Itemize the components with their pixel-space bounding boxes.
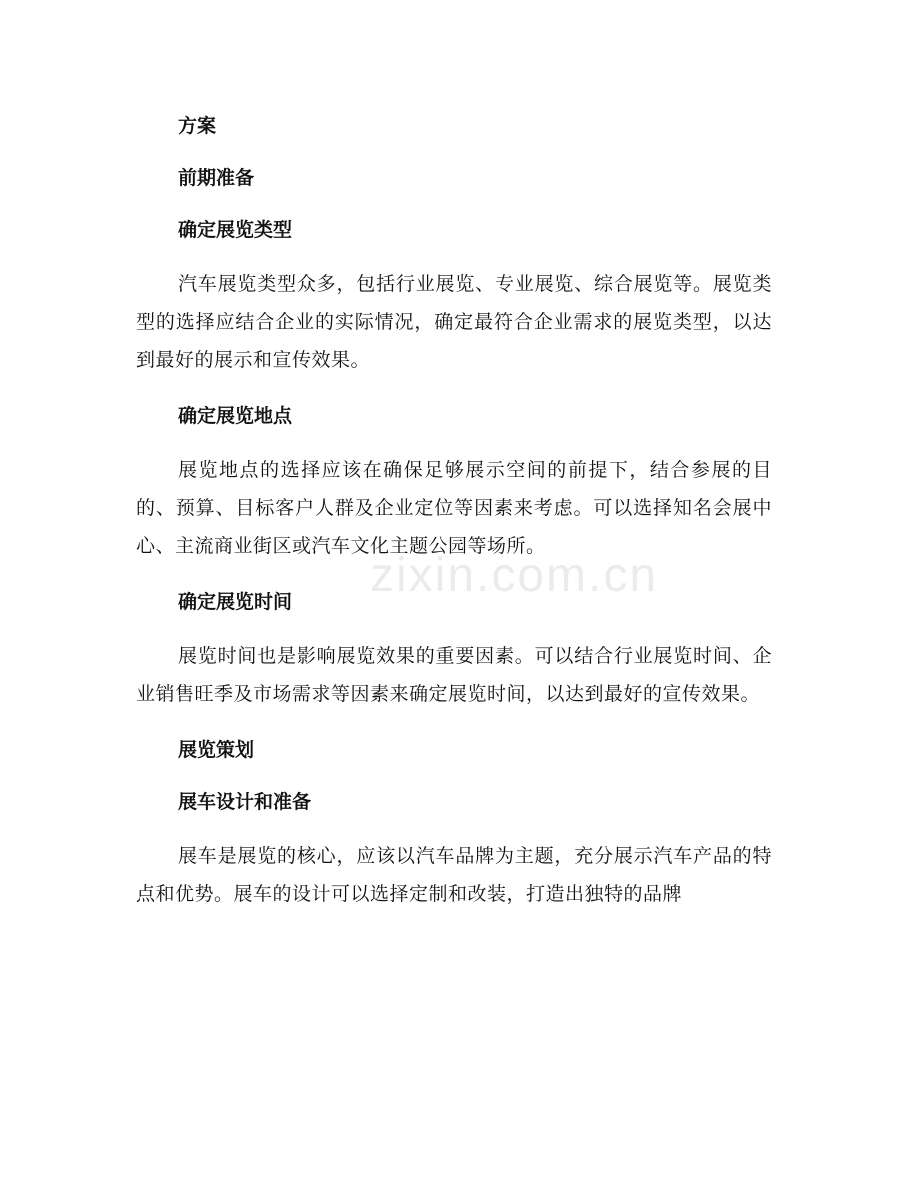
heading-plan: 方案 [178,115,217,137]
heading-exhibition-type: 确定展览类型 [178,219,293,241]
heading-car-design: 展车设计和准备 [178,791,312,813]
paragraph-exhibition-time: 展览时间也是影响展览效果的重要因素。可以结合行业展览时间、企业销售旺季及市场需求等因素来确定展览时间，以达到最好的宣传效果。 [136,645,772,705]
paragraph-exhibition-type: 汽车展览类型众多，包括行业展览、专业展览、综合展览等。展览类型的选择应结合企业的实际情况，确定最符合企业需求的展览类型，以达到最好的展示和宣传效果。 [136,273,772,371]
paragraph-exhibition-location: 展览地点的选择应该在确保足够展示空间的前提下，结合参展的目的、预算、目标客户人群及企业定位等因素来考虑。可以选择知名会展中心、主流商业街区或汽车文化主题公园等场所。 [136,459,772,557]
heading-preparation: 前期准备 [178,167,255,189]
paragraph-car-design: 展车是展览的核心，应该以汽车品牌为主题，充分展示汽车产品的特点和优势。展车的设计可以选择定制和改装，打造出独特的品牌 [136,845,772,905]
heading-exhibition-location: 确定展览地点 [178,405,293,427]
watermark: zixin.com.cn [370,549,659,602]
document-body [136,109,772,933]
heading-exhibition-time: 确定展览时间 [178,591,293,613]
heading-exhibition-planning: 展览策划 [178,739,255,761]
